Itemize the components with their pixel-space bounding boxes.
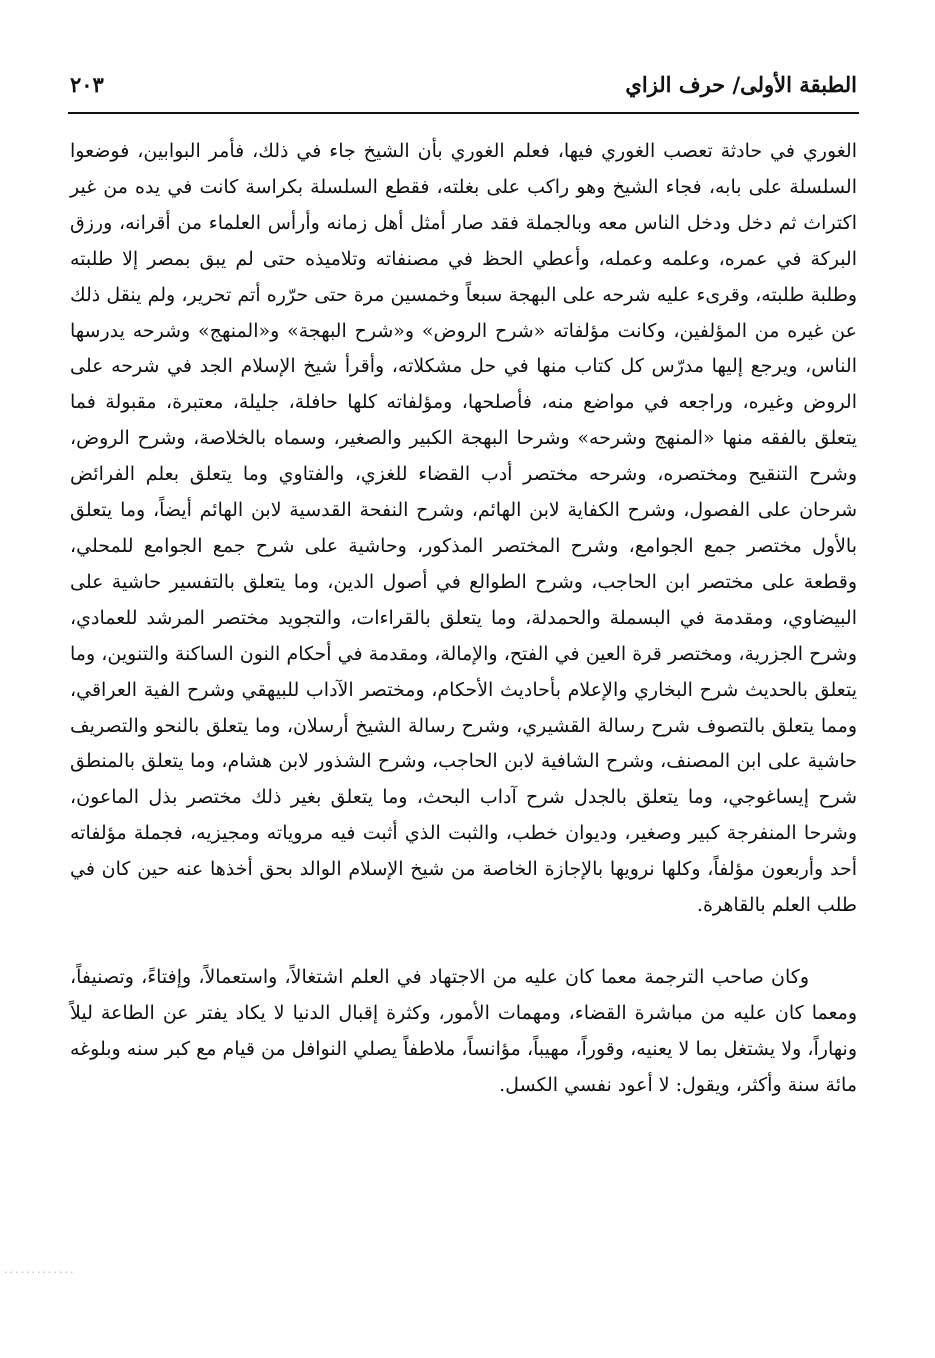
body-text: [70, 134, 857, 1104]
header-rule: [68, 112, 859, 114]
scan-artifact-dots: ·············: [4, 1266, 76, 1279]
paragraph-1: الغوري في حادثة تعصب الغوري فيها، فعلم الغوري بأن الشيخ جاء في ذلك، فأمر البوابين، فوضعوا السلسلة على بابه، فجاء الشيخ وهو راكب على بغلته، فقطع السلسلة بكراسة كانت في يده من غير اكتراث ثم دخل ودخل الناس معه وبالجملة فقد صار أمثل أهل زمانه وأرأس العلماء من أقرانه، ورزق البركة في عمره، وعلمه وعمله، وأعطي الحظ في مصنفاته وتلاميذه حتى لم يبق بمصر إلا طلبته وطلبة طلبته، وقرىء عليه شرحه على البهجة سبعاً وخمسين مرة حتى حرّره أتم تحرير، ولم ينقل ذلك عن غيره من المؤلفين، وكانت مؤلفاته «شرح الروض» و«شرح البهجة» و«المنهج» وشرحه يدرسها الناس، ويرجع إليها مدرّس كل كتاب منها في حل مشكلاته، وأقرأ شيخ الإسلام الجد في شرحه على الروض وغيره، وراجعه في مواضع منه، فأصلحها، ومؤلفاته كلها حافلة، جليلة، معتبرة، مقبولة فما يتعلق بالفقه منها «المنهج وشرحه» وشرحا البهجة الكبير والصغير، وسماه بالخلاصة، وشرح الروض، وشرح التنقيح ومختصره، وشرحه مختصر أدب القضاء للغزي، والفتاوي وما يتعلق بعلم الفرائض شرحان على الفصول، وشرح الكفاية لابن الهائم، وشرح النفحة القدسية لابن الهائم أيضاً، وما يتعلق بالأول مختصر جمع الجوامع، وشرح المختصر المذكور، وحاشية على شرح جمع الجوامع للمحلي، وقطعة على مختصر ابن الحاجب، وشرح الطوالع في أصول الدين، وما يتعلق بالتفسير حاشية على البيضاوي، ومقدمة في البسملة والحمدلة، وما يتعلق بالقراءات، والتجويد مختصر المرشد للعمادي، وشرح الجزرية، ومختصر قرة العين في الفتح، والإمالة، ومقدمة في أحكام النون الساكنة والتنوين، وما يتعلق بالحديث شرح البخاري والإعلام بأحاديث الأحكام، ومختصر الآداب للبيهقي وشرح الفية العراقي، ومما يتعلق بالتصوف شرح رسالة القشيري، وشرح رسالة الشيخ أرسلان، وما يتعلق بالنحو والتصريف حاشية على ابن المصنف، وشرح الشافية لابن الحاجب، وشرح الشذور لابن هشام، وما يتعلق بالمنطق شرح إيساغوجي، وما يتعلق بالجدل شرح آداب البحث، وما يتعلق بغير ذلك مختصر بذل الماعون، وشرحا المنفرجة كبير وصغير، وديوان خطب، والثبت الذي أثبت فيه مروياته ومجيزيه، فجملة مؤلفاته أحد وأربعون مؤلفاً، وكلها نرويها بالإجازة الخاصة من شيخ الإسلام الوالد بحق أخذها عنه حين كان في طلب العلم بالقاهرة.: [70, 140, 858, 917]
paragraph-2: وكان صاحب الترجمة معما كان عليه من الاجتهاد في العلم اشتغالاً، واستعمالاً، وإفتاءً، وتصنيفاً، ومعما كان عليه من مباشرة القضاء، ومهمات الأمور، وكثرة إقبال الدنيا لا يكاد يفتر عن الطاعة ليلاً ونهاراً، ولا يشتغل بما لا يعنيه، وقوراً، مهيباً، مؤانساً، ملاطفاً يصلي النوافل من قيام مع كبر سنه وبلوغه مائة سنة وأكثر، ويقول: لا أعود نفسي الكسل.: [70, 965, 857, 1096]
page-number: ٢٠٣: [70, 71, 104, 97]
running-title: الطبقة الأولى/ حرف الزاي: [625, 71, 857, 97]
page-header: [70, 62, 857, 106]
